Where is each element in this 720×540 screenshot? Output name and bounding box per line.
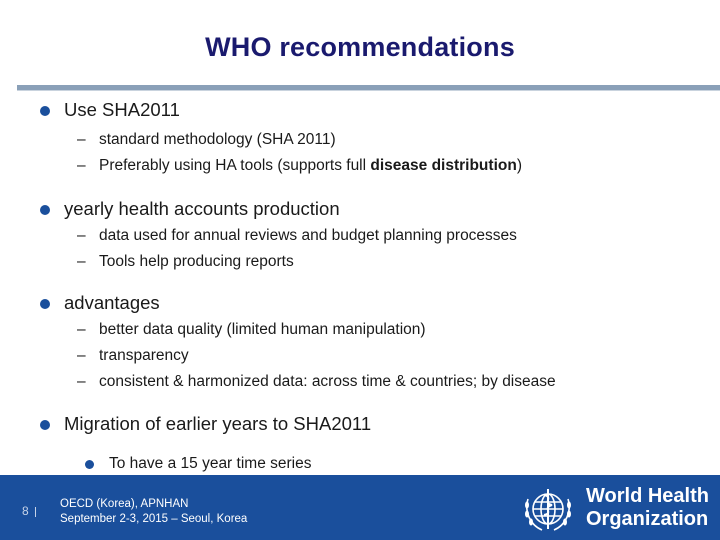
bullet-dot-icon (40, 420, 50, 430)
bullet-dot-icon (40, 205, 50, 215)
title-divider (17, 85, 720, 90)
logo-text-line-2: Organization (586, 508, 709, 530)
sub-bullet-text: To have a 15 year time series (109, 455, 312, 472)
who-emblem-icon (520, 483, 576, 535)
sub-item-text (99, 157, 522, 175)
sub-item-text: standard methodology (SHA 2011) (99, 131, 336, 148)
page-number-separator (35, 507, 36, 517)
dash-marker: – (77, 227, 86, 244)
footer-note (60, 497, 247, 527)
sub-item-text-pre: Preferably using HA tools (supports full (99, 157, 371, 174)
who-logo (520, 483, 710, 535)
bullet-text: advantages (64, 292, 160, 313)
page-number: 8 (22, 504, 29, 518)
slide-title: WHO recommendations (205, 32, 515, 62)
dash-marker: – (77, 157, 86, 174)
sub-item-text: consistent & harmonized data: across time & countries; by disease (99, 373, 556, 390)
logo-text-line-1: World Health (586, 485, 709, 507)
bullet-text: Use SHA2011 (64, 99, 180, 120)
sub-item-text: better data quality (limited human manipulation) (99, 321, 426, 338)
bullet-dot-icon (40, 299, 50, 309)
footer-bar (0, 475, 720, 540)
bullet-dot-icon (40, 106, 50, 116)
sub-item-text: Tools help producing reports (99, 253, 294, 270)
bullet-dot-icon (85, 460, 94, 469)
dash-marker: – (77, 373, 86, 390)
footer-note-line-2: September 2-3, 2015 – Seoul, Korea (60, 513, 248, 525)
sub-item-text: data used for annual reviews and budget planning processes (99, 227, 517, 244)
bullet-text: yearly health accounts production (64, 198, 340, 219)
footer-note-line-1: OECD (Korea), APNHAN (60, 498, 189, 510)
bullet-text: Migration of earlier years to SHA2011 (64, 413, 372, 434)
dash-marker: – (77, 253, 86, 270)
sub-item-text-post: ) (516, 157, 522, 174)
emphasis-text: disease distribution (370, 157, 517, 174)
dash-marker: – (77, 321, 86, 338)
dash-marker: – (77, 347, 86, 364)
dash-marker: – (77, 131, 86, 148)
sub-item-text: transparency (99, 347, 189, 364)
